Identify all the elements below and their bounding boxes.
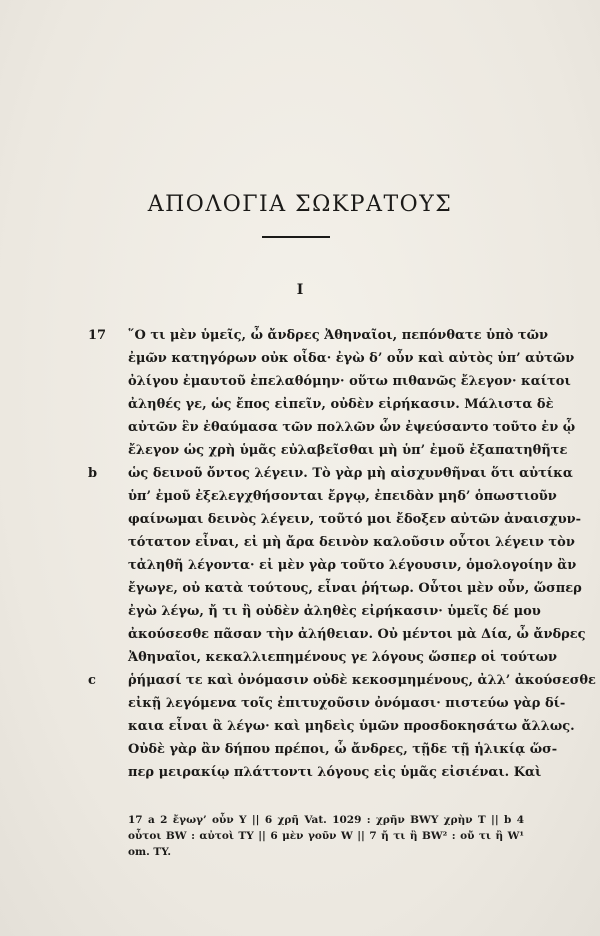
text-line <box>0 440 600 462</box>
text-line-content: ἔλεγον ὡς χρὴ ὑμᾶς εὐλαβεῖσθαι μὴ ὑπ’ ἐμοῦ ἐξαπατηθῆτε <box>128 443 568 458</box>
text-line <box>0 693 600 715</box>
text-line <box>0 417 600 439</box>
text-line <box>0 371 600 393</box>
text-line-content: ἀληθές γε, ὡς ἔπος εἰπεῖν, οὐδὲν εἰρήκασιν. Μάλιστα δὲ <box>128 397 554 412</box>
footnote-line <box>128 812 524 828</box>
text-line-content: ἐμῶν κατηγόρων οὐκ οἶδα· ἐγὼ δ’ οὖν καὶ αὐτὸς ὑπ’ αὐτῶν <box>128 351 575 366</box>
text-line-content: ὀλίγου ἐμαυτοῦ ἐπελαθόμην· οὕτω πιθανῶς ἔλεγον· καίτοι <box>128 374 571 389</box>
text-line <box>0 394 600 416</box>
text-line <box>0 555 600 577</box>
text-line <box>0 532 600 554</box>
section-marker: 17 <box>88 328 107 343</box>
footnote-text: οὗτοι BW : αὐτοὶ TY || 6 μὲν γοῦν W || 7 ἤ τι ἢ BW² : οὔ τι ἢ W¹ <box>128 830 524 842</box>
text-line <box>0 463 600 485</box>
text-line <box>0 670 600 692</box>
footnote-line <box>128 844 524 860</box>
text-line-content: ὑπ’ ἐμοῦ ἐξελεγχθήσονται ἔργῳ, ἐπειδὰν μηδ’ ὁπωστιοῦν <box>128 489 557 504</box>
chapter-number: I <box>296 282 304 298</box>
footnote-line <box>128 828 524 844</box>
text-line-content: ῞Ο τι μὲν ὑμεῖς, ὦ ἄνδρες Ἀθηναῖοι, πεπόνθατε ὑπὸ τῶν <box>128 328 549 343</box>
text-line-content: ῥήμασί τε καὶ ὀνόμασιν οὐδὲ κεκοσμημένους, ἀλλ’ ἀκούσεσθε <box>128 673 596 688</box>
text-line <box>0 509 600 531</box>
footnote-text: ἔγωγ’ οὖν Y || 6 χρῆ Vat. 1029 : χρῆν BWY χρὴν T || b 4 <box>172 814 524 826</box>
critical-apparatus <box>128 812 524 860</box>
text-line <box>0 624 600 646</box>
text-line <box>0 486 600 508</box>
text-line <box>0 716 600 738</box>
text-line <box>0 739 600 761</box>
text-line-content: Οὐδὲ γὰρ ἂν δήπου πρέποι, ὦ ἄνδρες, τῇδε τῇ ἡλικίᾳ ὥσ- <box>128 742 558 757</box>
text-line <box>0 325 600 347</box>
text-line <box>0 647 600 669</box>
title-rule <box>262 236 330 238</box>
text-line-content: τἀληθῆ λέγοντα· εἰ μὲν γὰρ τοῦτο λέγουσιν, ὁμολογοίην ἂν <box>128 558 577 573</box>
text-line-content: ἔγωγε, οὐ κατὰ τούτους, εἶναι ῥήτωρ. Οὗτοι μὲν οὖν, ὥσπερ <box>128 581 582 596</box>
text-line-content: αὐτῶν ἓν ἐθαύμασα τῶν πολλῶν ὧν ἐψεύσαντο τοῦτο ἐν ᾧ <box>128 420 576 435</box>
text-line-content: τότατον εἶναι, εἰ μὴ ἄρα δεινὸν καλοῦσιν οὗτοι λέγειν τὸν <box>128 535 575 550</box>
text-line-content: ἀκούσεσθε πᾶσαν τὴν ἀλήθειαν. Οὐ μέντοι μὰ Δία, ὦ ἄνδρες <box>128 627 586 642</box>
text-line-content: περ μειρακίῳ πλάττοντι λόγους εἰς ὑμᾶς εἰσιέναι. Καὶ <box>128 765 542 780</box>
page-title: ΑΠΟΛΟΓΙΑ ΣΩΚΡΑΤΟΥΣ <box>147 192 453 217</box>
text-line <box>0 348 600 370</box>
text-line-content: εἰκῇ λεγόμενα τοῖς ἐπιτυχοῦσιν ὀνόμασι· πιστεύω γὰρ δί- <box>128 696 566 711</box>
footnote-ref: 17 a 2 <box>128 814 168 826</box>
section-marker: c <box>88 673 96 688</box>
section-marker: b <box>88 466 98 481</box>
text-line <box>0 762 600 784</box>
text-line-content: φαίνωμαι δεινὸς λέγειν, τοῦτό μοι ἔδοξεν αὐτῶν ἀναισχυν- <box>128 512 582 527</box>
text-line-content: Ἀθηναῖοι, κεκαλλιεπημένους γε λόγους ὥσπερ οἱ τούτων <box>128 650 558 665</box>
text-line <box>0 601 600 623</box>
text-line-content: ἐγὼ λέγω, ἤ τι ἢ οὐδὲν ἀληθὲς εἰρήκασιν· ὑμεῖς δέ μου <box>128 604 541 619</box>
text-line-content: ὡς δεινοῦ ὄντος λέγειν. Τὸ γὰρ μὴ αἰσχυνθῆναι ὅτι αὐτίκα <box>128 466 573 481</box>
text-line-content: καια εἶναι ἃ λέγω· καὶ μηδεὶς ὑμῶν προσδοκησάτω ἄλλως. <box>128 719 575 734</box>
text-line <box>0 578 600 600</box>
footnote-text: om. TY. <box>128 846 172 858</box>
